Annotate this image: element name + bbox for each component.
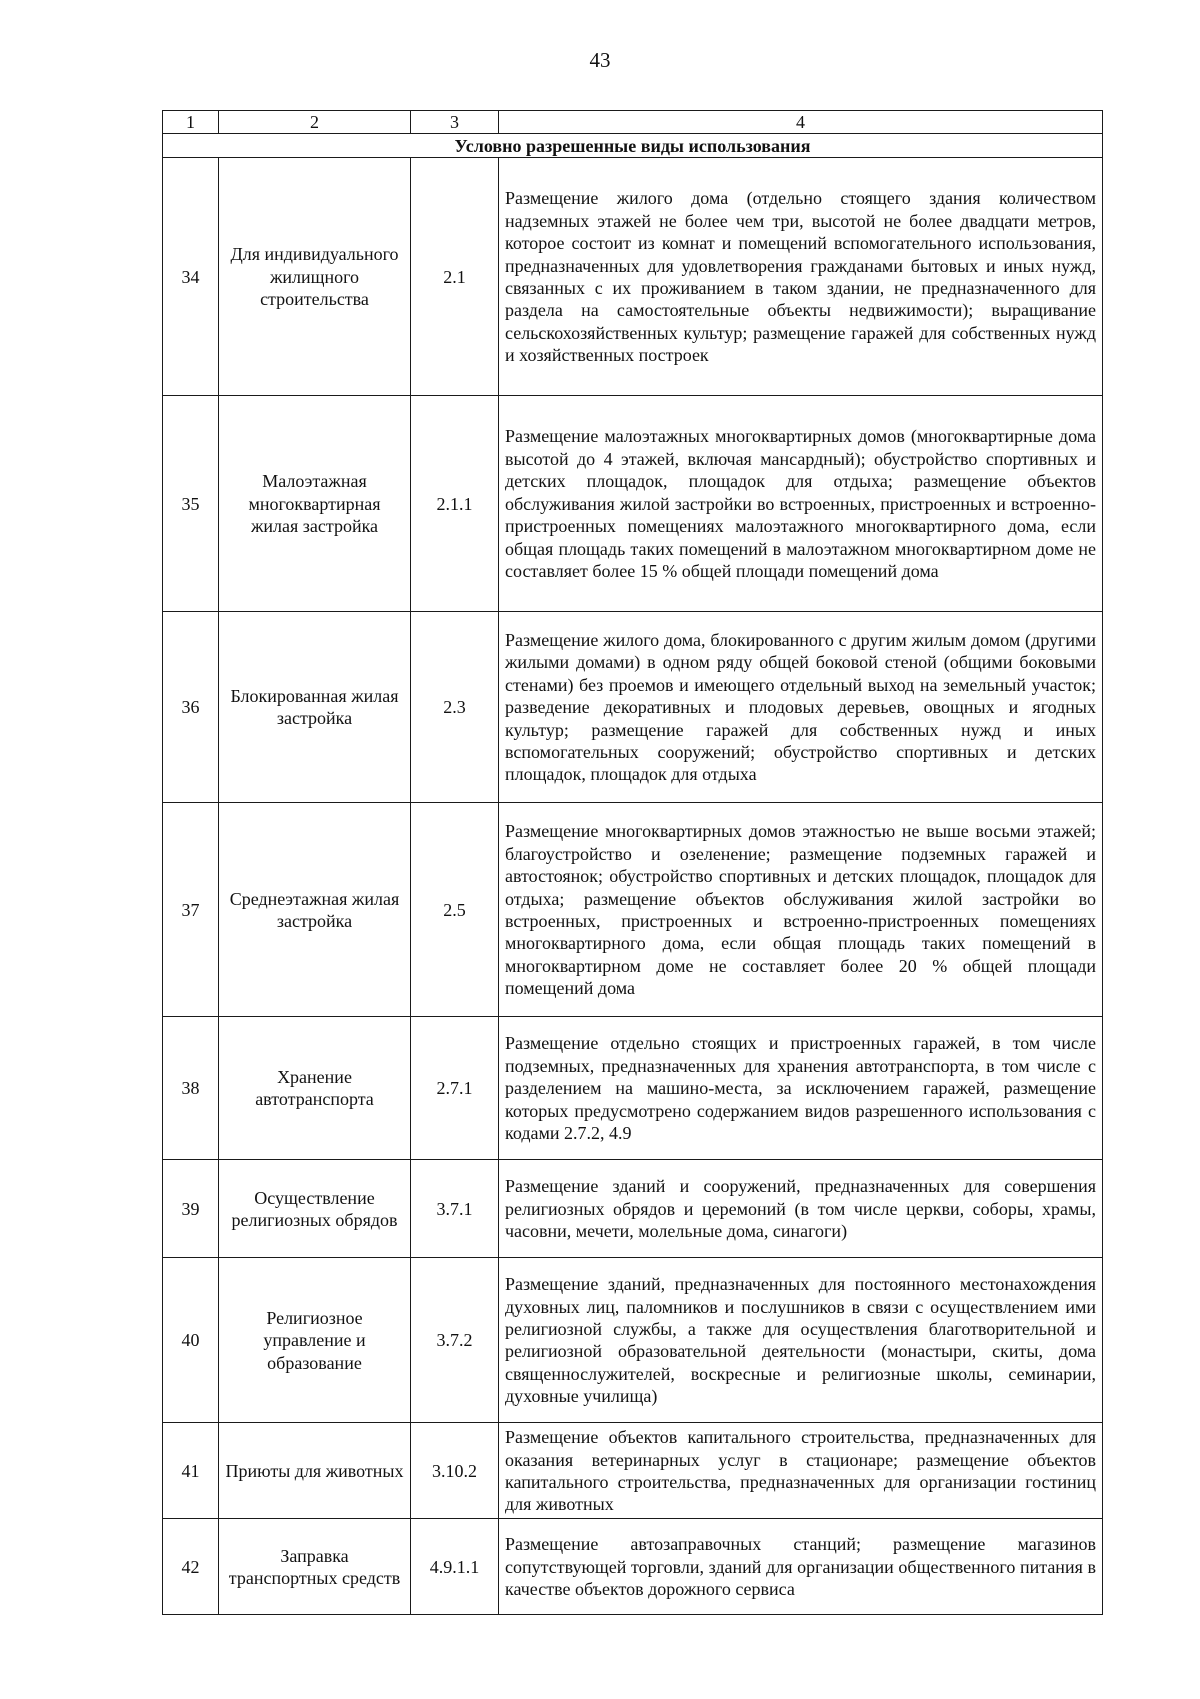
use-code: 3.7.2	[411, 1258, 499, 1423]
use-name: Для индивидуального жилищного строительства	[219, 158, 411, 396]
use-description: Размещение малоэтажных многоквартирных домов (многоквартирные дома высотой до 4 этажей, включая мансардный); обустройство спортивных и детских площадок, площадок для отдыха; размещение объектов обслуживания жилой застройки во встроенных, пристроенных и встроенно-пристроенных помещениях малоэтажного многоквартирного дома, если общая площадь таких помещений в малоэтажном многоквартирном доме не составляет более 15 % общей площади помещений дома	[499, 396, 1103, 612]
row-number: 36	[163, 612, 219, 803]
row-number: 37	[163, 803, 219, 1017]
use-name: Осуществление религиозных обрядов	[219, 1160, 411, 1258]
use-name: Блокированная жилая застройка	[219, 612, 411, 803]
use-code: 2.3	[411, 612, 499, 803]
use-code: 3.7.1	[411, 1160, 499, 1258]
table-row	[163, 1160, 1103, 1258]
header-cell-4: 4	[499, 111, 1103, 134]
table-row	[163, 1017, 1103, 1160]
land-use-table	[162, 110, 1103, 1615]
use-code: 2.1	[411, 158, 499, 396]
use-name: Заправка транспортных средств	[219, 1519, 411, 1615]
table-row	[163, 396, 1103, 612]
page-number: 43	[589, 48, 611, 72]
table-row	[163, 158, 1103, 396]
use-code: 3.10.2	[411, 1423, 499, 1519]
use-description: Размещение автозаправочных станций; размещение магазинов сопутствующей торговли, зданий для организации общественного питания в качестве объектов дорожного сервиса	[499, 1519, 1103, 1615]
row-number: 42	[163, 1519, 219, 1615]
row-number: 41	[163, 1423, 219, 1519]
use-code: 2.1.1	[411, 396, 499, 612]
table-row	[163, 1423, 1103, 1519]
row-number: 34	[163, 158, 219, 396]
row-number: 38	[163, 1017, 219, 1160]
use-code: 2.5	[411, 803, 499, 1017]
use-code: 2.7.1	[411, 1017, 499, 1160]
use-description: Размещение зданий, предназначенных для постоянного местонахождения духовных лиц, паломников и послушников в связи с осуществлением ими религиозной службы, а также для осуществления благотворительной и религиозной образовательной деятельности (монастыри, скиты, дома священнослужителей, воскресные и религиозные школы, семинарии, духовные училища)	[499, 1258, 1103, 1423]
use-code: 4.9.1.1	[411, 1519, 499, 1615]
table-row	[163, 612, 1103, 803]
use-description: Размещение многоквартирных домов этажностью не выше восьми этажей; благоустройство и озеленение; размещение подземных гаражей и автостоянок; обустройство спортивных и детских площадок, площадок для отдыха; размещение объектов обслуживания жилой застройки во встроенных, пристроенных и встроенно-пристроенных помещениях многоквартирного дома, если общая площадь таких помещений в многоквартирном доме не составляет более 20 % общей площади помещений дома	[499, 803, 1103, 1017]
use-description: Размещение жилого дома (отдельно стоящего здания количеством надземных этажей не более чем три, высотой не более двадцати метров, которое состоит из комнат и помещений вспомогательного использования, предназначенных для удовлетворения гражданами бытовых и иных нужд, связанных с их проживанием в таком здании, не предназначенного для раздела на самостоятельные объекты недвижимости); выращивание сельскохозяйственных культур; размещение гаражей для собственных нужд и хозяйственных построек	[499, 158, 1103, 396]
table-row	[163, 1258, 1103, 1423]
use-description: Размещение объектов капитального строительства, предназначенных для оказания ветеринарных услуг в стационаре; размещение объектов капитального строительства, предназначенных для организации гостиниц для животных	[499, 1423, 1103, 1519]
table-row	[163, 803, 1103, 1017]
row-number: 35	[163, 396, 219, 612]
header-cell-3: 3	[411, 111, 499, 134]
use-description: Размещение зданий и сооружений, предназначенных для совершения религиозных обрядов и церемоний (в том числе церкви, соборы, храмы, часовни, мечети, молельные дома, синагоги)	[499, 1160, 1103, 1258]
use-name: Хранение автотранспорта	[219, 1017, 411, 1160]
use-name: Приюты для животных	[219, 1423, 411, 1519]
use-name: Малоэтажная многоквартирная жилая застройка	[219, 396, 411, 612]
section-title: Условно разрешенные виды использования	[163, 134, 1103, 158]
row-number: 39	[163, 1160, 219, 1258]
use-name: Среднеэтажная жилая застройка	[219, 803, 411, 1017]
use-description: Размещение отдельно стоящих и пристроенных гаражей, в том числе подземных, предназначенных для хранения автотранспорта, в том числе с разделением на машино-места, за исключением гаражей, размещение которых предусмотрено содержанием видов разрешенного использования с кодами 2.7.2, 4.9	[499, 1017, 1103, 1160]
use-name: Религиозное управление и образование	[219, 1258, 411, 1423]
header-cell-2: 2	[219, 111, 411, 134]
header-row	[163, 111, 1103, 134]
section-row	[163, 134, 1103, 158]
table-row	[163, 1519, 1103, 1615]
header-cell-1: 1	[163, 111, 219, 134]
use-description: Размещение жилого дома, блокированного с другим жилым домом (другими жилыми домами) в одном ряду общей боковой стеной (общими боковыми стенами) без проемов и имеющего отдельный выход на земельный участок; разведение декоративных и плодовых деревьев, овощных и ягодных культур; размещение гаражей для собственных нужд и иных вспомогательных сооружений; обустройство спортивных и детских площадок, площадок для отдыха	[499, 612, 1103, 803]
row-number: 40	[163, 1258, 219, 1423]
